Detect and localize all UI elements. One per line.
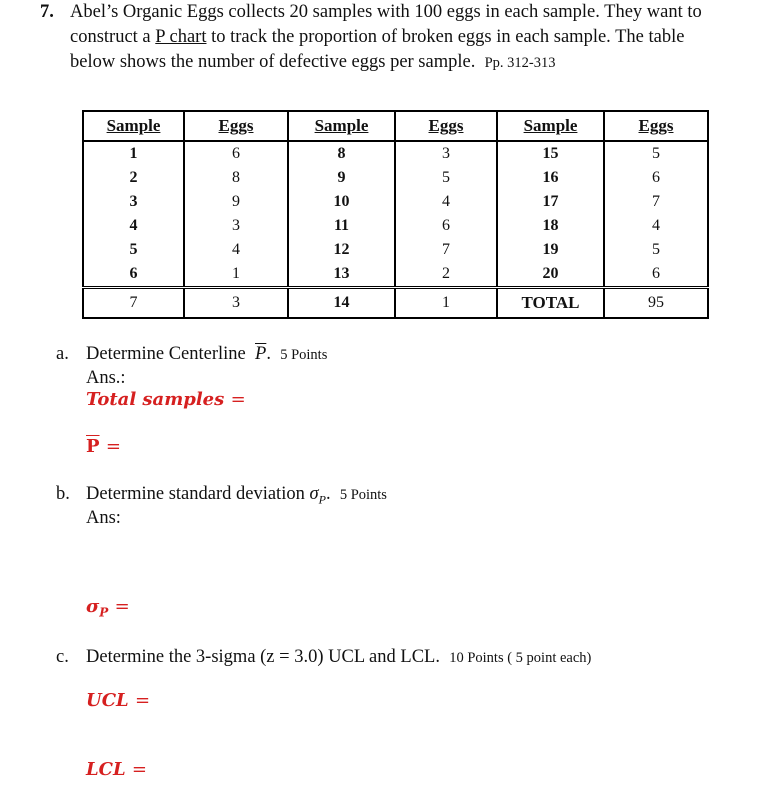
cell-sample: 18 [497, 214, 604, 238]
part-a-points: 5 Points [280, 347, 328, 363]
cell-sample: 11 [288, 214, 395, 238]
equals-sign: = [105, 436, 121, 457]
header-eggs-1: Eggs [184, 111, 288, 141]
p-bar-label: $\overline{P}$ [86, 436, 100, 457]
cell-sample: 14 [288, 288, 395, 319]
cell-eggs: 9 [184, 190, 288, 214]
cell-sample: 3 [83, 190, 184, 214]
sigma-subscript: P [318, 492, 326, 507]
header-sample-3: Sample [497, 111, 604, 141]
cell-sample: 15 [497, 141, 604, 166]
question-line-1: Abel’s Organic Eggs collects 20 samples with 100 eggs in each sample. They want to [70, 2, 702, 22]
sigma-symbol: σ [309, 484, 319, 504]
table-row [83, 141, 708, 166]
cell-sample: 13 [288, 262, 395, 288]
page-reference: Pp. 312-313 [484, 55, 556, 71]
header-sample-2: Sample [288, 111, 395, 141]
question-number: 7. [40, 2, 54, 22]
cell-eggs: 4 [652, 217, 660, 234]
question-line-3-text: below shows the number of defective eggs per sample. [70, 52, 476, 72]
question-line-2-pre: construct a [70, 27, 156, 47]
cell-sample: 12 [288, 238, 395, 262]
question-line-2 [70, 25, 684, 50]
cell-eggs: 3 [184, 214, 288, 238]
cell-eggs: 5 [395, 166, 497, 190]
cell-eggs: 5 [652, 241, 660, 258]
sigma-label: σ [86, 596, 100, 617]
sigma-p-answer[interactable] [86, 596, 130, 620]
equals-sign: = [230, 389, 246, 410]
part-a-label: a. [56, 344, 69, 364]
cell-sample: 10 [288, 190, 395, 214]
cell-sample: 19 [497, 238, 604, 262]
part-a-ans: Ans.: [86, 368, 126, 388]
question-line-3 [70, 50, 556, 76]
cell-sample: 9 [288, 166, 395, 190]
header-eggs-3: Eggs [604, 111, 708, 141]
header-sample-1: Sample [83, 111, 184, 141]
part-b-points: 5 Points [339, 487, 387, 503]
cell-sample: 1 [83, 141, 184, 166]
lcl-answer[interactable] [86, 759, 147, 780]
ucl-answer[interactable] [86, 690, 150, 711]
cell-eggs: 6 [652, 265, 660, 282]
sigma-label-sub: P [99, 605, 109, 620]
ucl-label: UCL [86, 690, 129, 711]
lcl-label: LCL [86, 759, 126, 780]
p-bar-symbol: $\overline{P}$ [255, 344, 267, 364]
equals-sign: = [131, 759, 148, 780]
table-row-total [83, 288, 708, 319]
cell-eggs: 8 [184, 166, 288, 190]
cell-eggs: 7 [395, 238, 497, 262]
part-a-question: Determine Centerline $\overline{P}$. 5 Points [86, 344, 328, 364]
cell-sample: 5 [83, 238, 184, 262]
table-row [83, 262, 708, 288]
cell-sample: 2 [83, 166, 184, 190]
part-a-text: Determine Centerline [86, 344, 246, 364]
cell-sample: 7 [83, 288, 184, 319]
cell-eggs: 1 [184, 262, 288, 288]
part-c-text: Determine the 3-sigma (z = 3.0) UCL and LCL. [86, 647, 440, 667]
cell-sample: 8 [288, 141, 395, 166]
total-samples-answer[interactable] [86, 389, 246, 410]
cell-eggs: 6 [395, 214, 497, 238]
p-bar-answer[interactable] [86, 436, 121, 457]
part-b-text: Determine standard deviation [86, 484, 305, 504]
p-chart-link[interactable]: P chart [155, 27, 207, 47]
equals-sign: = [114, 596, 130, 617]
table-header-row [83, 111, 708, 141]
part-b-label: b. [56, 484, 70, 504]
equals-sign: = [134, 690, 151, 711]
cell-sample: 6 [83, 262, 184, 288]
cell-eggs: 5 [652, 145, 660, 162]
cell-eggs: 3 [184, 288, 288, 319]
cell-total-value: 95 [604, 288, 708, 319]
part-c-question [86, 645, 591, 671]
total-samples-label: Total samples [86, 389, 225, 410]
cell-eggs: 6 [652, 169, 660, 186]
cell-eggs: 3 [395, 141, 497, 166]
cell-sample: 16 [497, 166, 604, 190]
table-row [83, 238, 708, 262]
defective-eggs-table [82, 110, 709, 319]
part-c-label: c. [56, 647, 69, 667]
cell-eggs: 2 [395, 262, 497, 288]
cell-total-label: TOTAL [497, 288, 604, 319]
part-b-ans: Ans: [86, 508, 121, 528]
cell-sample: 4 [83, 214, 184, 238]
part-b-question: Determine standard deviation $\sigma_P$. 5 Points [86, 484, 387, 507]
table-row [83, 190, 708, 214]
cell-sample: 17 [497, 190, 604, 214]
cell-eggs: 1 [395, 288, 497, 319]
question-line-2-post: to track the proportion of broken eggs in each sample. The table [206, 27, 685, 47]
table-row [83, 166, 708, 190]
part-c-points: 10 Points ( 5 point each) [449, 650, 592, 666]
cell-eggs: 4 [395, 190, 497, 214]
cell-eggs: 6 [184, 141, 288, 166]
cell-sample: 20 [497, 262, 604, 288]
cell-eggs: 4 [184, 238, 288, 262]
header-eggs-2: Eggs [395, 111, 497, 141]
table-row [83, 214, 708, 238]
cell-eggs: 7 [652, 193, 660, 210]
